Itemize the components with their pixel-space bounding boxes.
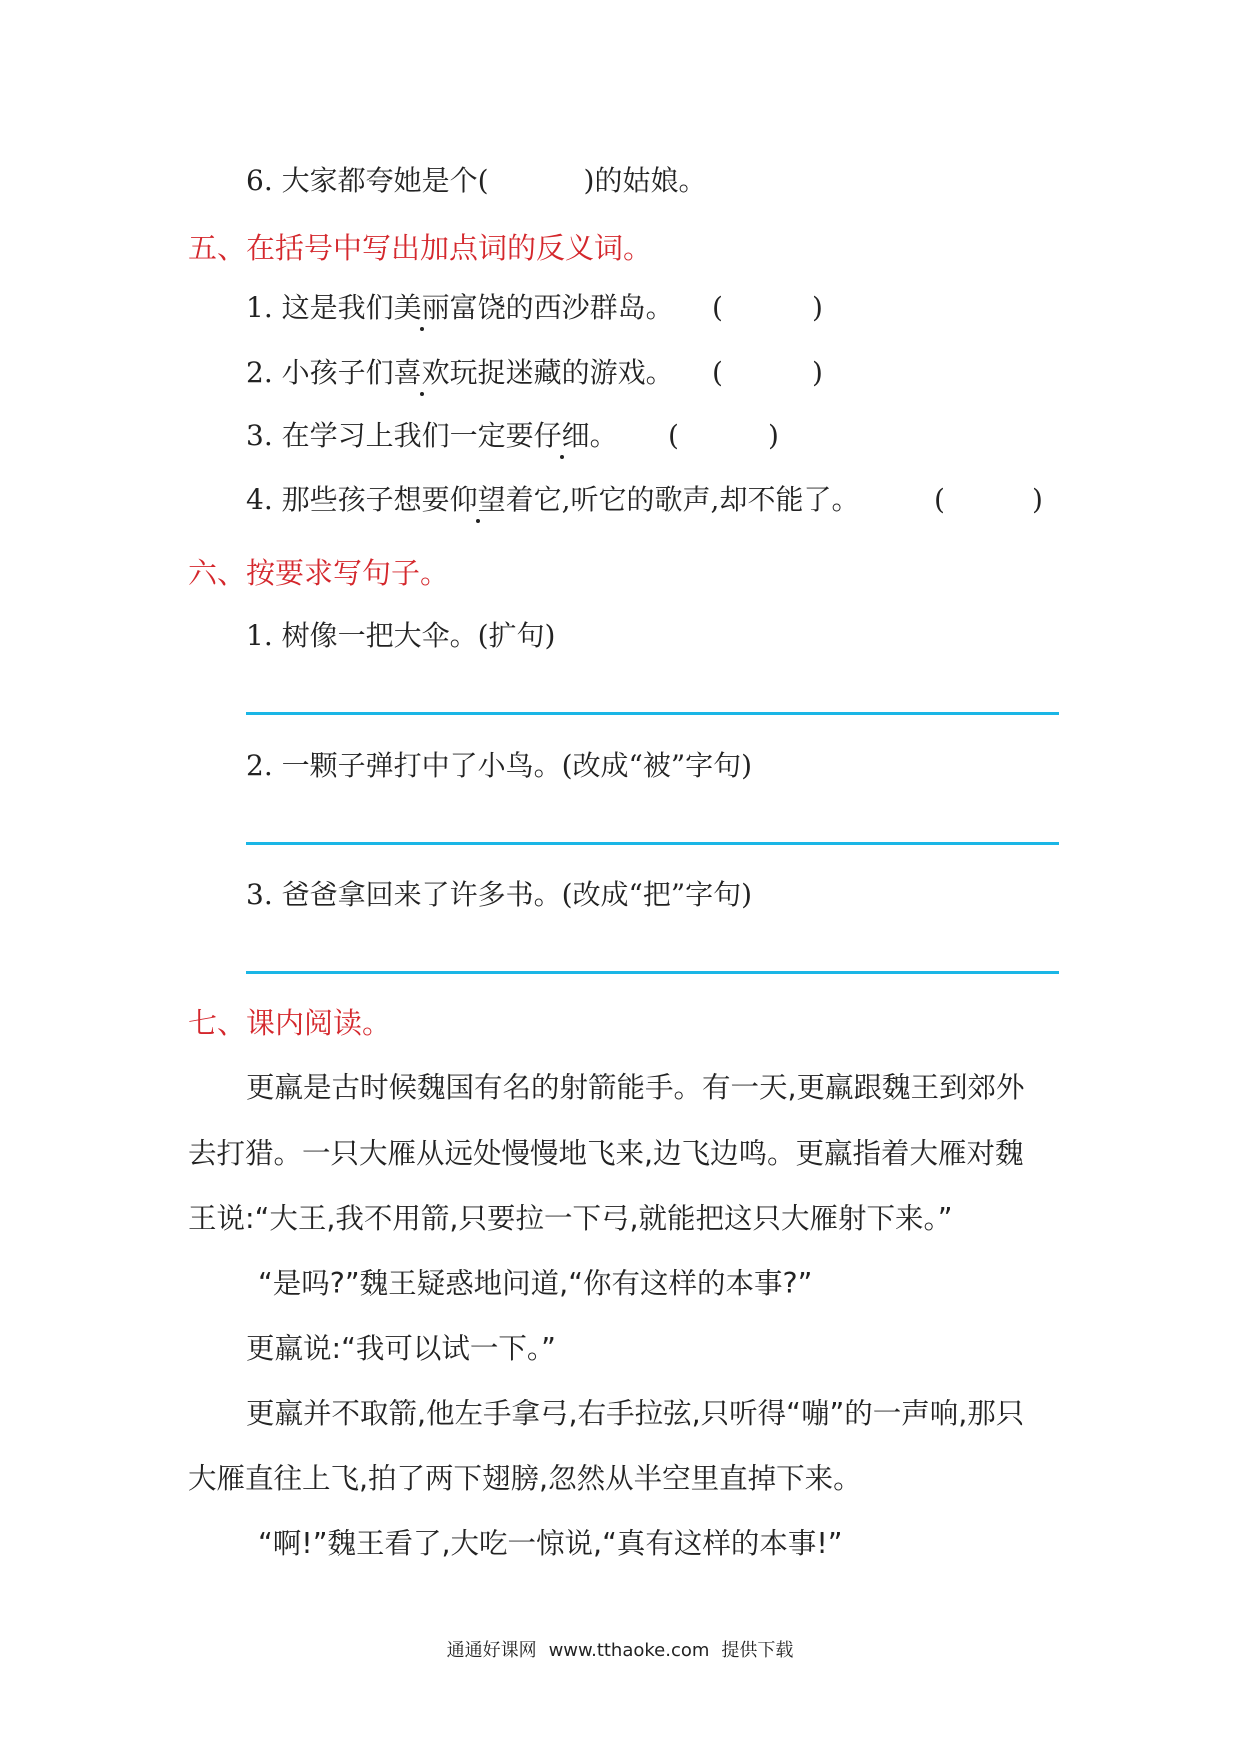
answer-paren-3-open[interactable]: ( xyxy=(668,419,679,452)
answer-line-1[interactable] xyxy=(246,712,1059,715)
answer-paren-4-open[interactable]: ( xyxy=(934,483,945,516)
sentence-task-2: 2. 一颗子弹打中了小鸟。(改成“被”字句) xyxy=(246,749,753,782)
reading-line-3: 王说:“大王,我不用箭,只要拉一下弓,就能把这只大雁射下来。” xyxy=(188,1202,953,1235)
dotted-word-4: 仰望 xyxy=(449,483,506,516)
fill-blank-item-6 xyxy=(246,163,706,199)
section-6-heading: 六、按要求写句子。 xyxy=(188,556,450,590)
answer-paren-2-close: ) xyxy=(812,356,823,389)
antonym-item-1: 1. 这是我们美丽富饶的西沙群岛。 xyxy=(246,291,674,324)
answer-line-2[interactable] xyxy=(246,842,1059,845)
antonym-item-3: 3. 在学习上我们一定要仔细。 xyxy=(246,419,618,452)
answer-paren-3-close: ) xyxy=(768,419,779,452)
item-6-post: )的姑娘。 xyxy=(583,164,707,197)
footer-url[interactable]: www.tthaoke.com xyxy=(548,1640,710,1661)
sentence-task-1: 1. 树像一把大伞。(扩句) xyxy=(246,619,556,652)
page-footer xyxy=(0,1636,1240,1662)
item-6-pre: 6. 大家都夸她是个( xyxy=(246,164,489,197)
answer-paren-1-open[interactable]: ( xyxy=(712,291,723,324)
reading-line-4: “是吗?”魏王疑惑地问道,“你有这样的本事?” xyxy=(258,1267,813,1300)
dotted-word-2: 喜欢 xyxy=(393,356,450,389)
reading-line-5: 更羸说:“我可以试一下。” xyxy=(246,1332,556,1365)
antonym-item-4: 4. 那些孩子想要仰望着它,听它的歌声,却不能了。 xyxy=(246,483,860,516)
footer-suffix: 提供下载 xyxy=(721,1640,794,1661)
answer-paren-1-close: ) xyxy=(812,291,823,324)
reading-line-6: 更羸并不取箭,他左手拿弓,右手拉弦,只听得“嘣”的一声响,那只 xyxy=(246,1397,1025,1430)
reading-line-1: 更羸是古时候魏国有名的射箭能手。有一天,更羸跟魏王到郊外 xyxy=(246,1071,1025,1104)
antonym-item-2: 2. 小孩子们喜欢玩捉迷藏的游戏。 xyxy=(246,356,674,389)
answer-paren-2-open[interactable]: ( xyxy=(712,356,723,389)
reading-line-7: 大雁直往上飞,拍了两下翅膀,忽然从半空里直掉下来。 xyxy=(188,1462,862,1495)
section-7-heading: 七、课内阅读。 xyxy=(188,1006,392,1040)
dotted-word-3: 仔细 xyxy=(533,419,590,452)
section-5-heading: 五、在括号中写出加点词的反义词。 xyxy=(188,231,653,265)
footer-site-name: 通通好课网 xyxy=(446,1640,537,1661)
reading-line-2: 去打猎。一只大雁从远处慢慢地飞来,边飞边鸣。更羸指着大雁对魏 xyxy=(188,1137,1024,1170)
answer-paren-4-close: ) xyxy=(1032,483,1043,516)
dotted-word-1: 美丽 xyxy=(393,291,450,324)
reading-line-8: “啊!”魏王看了,大吃一惊说,“真有这样的本事!” xyxy=(258,1527,843,1560)
answer-line-3[interactable] xyxy=(246,971,1059,974)
sentence-task-3: 3. 爸爸拿回来了许多书。(改成“把”字句) xyxy=(246,878,753,911)
